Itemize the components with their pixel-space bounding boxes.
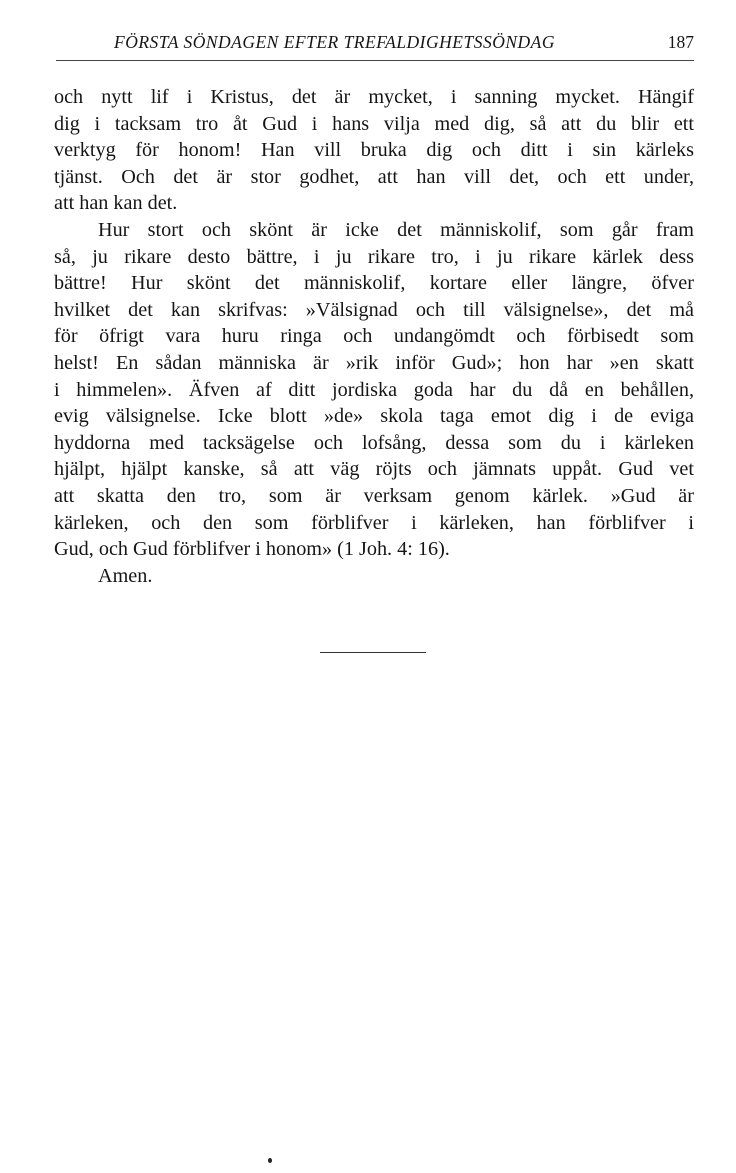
text-line: bättre! Hur skönt det människolif, kortare eller längre, öfver bbox=[54, 272, 694, 295]
page-number: 187 bbox=[667, 32, 694, 52]
print-speck bbox=[268, 1158, 272, 1163]
text-line: tjänst. Och det är stor godhet, att han vill det, och ett under, bbox=[54, 165, 694, 188]
text-line: och nytt lif i Kristus, det är mycket, i sanning mycket. Hängif bbox=[54, 86, 694, 108]
text-line: kärleken, och den som förblifver i kärleken, han förblifver i bbox=[54, 511, 694, 534]
text-line: så, ju rikare desto bättre, i ju rikare tro, i ju rikare kärlek dess bbox=[54, 245, 694, 268]
text-line: att skatta den tro, som är verksam genom kärlek. »Gud är bbox=[54, 484, 694, 507]
text-line: att han kan det. bbox=[54, 192, 178, 215]
text-line: i himmelen». Äfven af ditt jordiska goda har du då en behållen, bbox=[54, 378, 694, 401]
text-line: verktyg för honom! Han vill bruka dig och ditt i sin kärleks bbox=[54, 139, 694, 162]
running-title: FÖRSTA SÖNDAGEN EFTER TREFALDIGHETSSÖNDAG bbox=[114, 32, 555, 52]
section-end-rule bbox=[320, 652, 426, 653]
text-line: för öfrigt vara huru ringa och undangömdt och förbisedt som bbox=[54, 325, 694, 348]
running-header bbox=[56, 30, 694, 58]
header-rule bbox=[56, 60, 694, 61]
text-line: hyddorna med tacksägelse och lofsång, dessa som du i kärleken bbox=[54, 431, 694, 454]
text-line: Hur stort och skönt är icke det människolif, som går fram bbox=[98, 218, 694, 241]
text-line: hjälpt, hjälpt kanske, så att väg röjts och jämnats uppåt. Gud vet bbox=[54, 458, 694, 481]
text-line: dig i tacksam tro åt Gud i hans vilja med dig, så att du blir ett bbox=[54, 112, 694, 135]
text-line: Gud, och Gud förblifver i honom» (1 Joh. 4: 16). bbox=[54, 538, 450, 561]
text-line: evig välsignelse. Icke blott »de» skola taga emot dig i de eviga bbox=[54, 405, 694, 428]
text-line: helst! En sådan människa är »rik inför Gud»; hon har »en skatt bbox=[54, 351, 694, 374]
text-line: hvilket det kan skrifvas: »Välsignad och till välsignelse», det må bbox=[54, 298, 694, 321]
body-text bbox=[54, 84, 694, 589]
text-line: Amen. bbox=[98, 564, 153, 587]
